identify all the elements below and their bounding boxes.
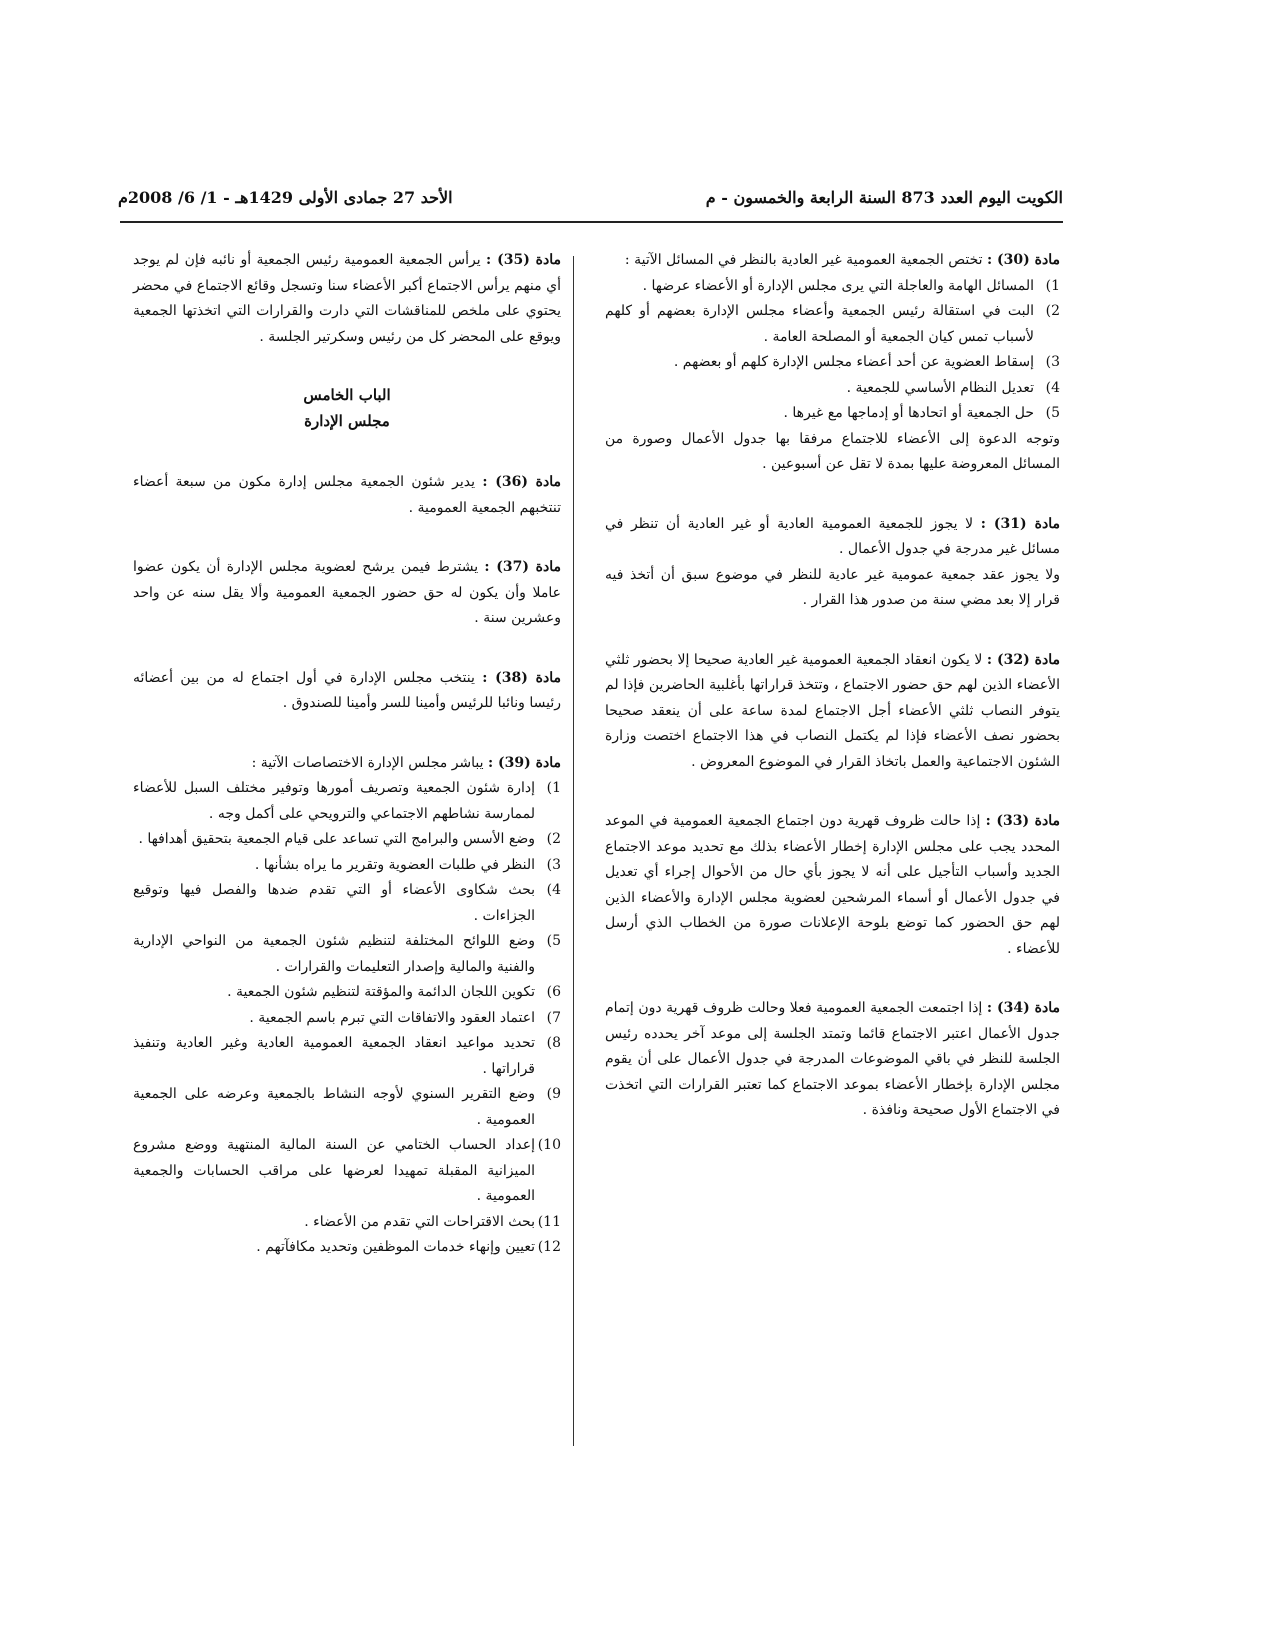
list-item <box>605 274 1060 300</box>
article-35-title: مادة (35) : <box>486 252 561 268</box>
article-39-title: مادة (39) : <box>488 754 561 771</box>
article-32 <box>605 648 1060 776</box>
article-32-title: مادة (32) : <box>986 651 1060 668</box>
article-30-intro-text: تختص الجمعية العمومية غير العادية بالنظر في المسائل الآتية : <box>624 252 983 268</box>
item-number: 1) <box>546 780 561 796</box>
item-number: 2) <box>1045 303 1060 319</box>
item-number: 10) <box>537 1137 561 1153</box>
item-text: إدارة شئون الجمعية وتصريف أمورها وتوفير مختلف السبل للأعضاء لممارسة نشاطهم الاجتماعي والترويحي على أكمل وجه . <box>133 780 535 822</box>
list-item <box>133 853 561 879</box>
item-text: إعداد الحساب الختامي عن السنة المالية المنتهية ووضع مشروع الميزانية المقبلة تمهيدا لعرضها على مراقب الحسابات والجمعية العمومية . <box>133 1137 535 1204</box>
article-31-title: مادة (31) : <box>980 515 1060 532</box>
right-column <box>605 248 1060 1158</box>
article-35 <box>133 248 561 350</box>
column-divider <box>573 256 574 1446</box>
article-38 <box>133 666 561 717</box>
article-36 <box>133 470 561 521</box>
article-37-title: مادة (37) : <box>484 559 561 575</box>
list-item <box>133 827 561 853</box>
list-item <box>133 1210 561 1236</box>
item-text: اعتماد العقود والاتفاقات التي تبرم باسم الجمعية . <box>249 1009 535 1026</box>
article-36-title: مادة (36) : <box>482 474 562 490</box>
item-number: 1) <box>1045 277 1060 294</box>
article-31-para-1 <box>605 512 1060 563</box>
article-39-intro-text: يباشر مجلس الإدارة الاختصاصات الآتية : <box>251 754 484 771</box>
chapter-subtitle: مجلس الإدارة <box>304 412 390 430</box>
article-34-text: إذا اجتمعت الجمعية العمومية فعلا وحالت ظروف قهرية دون إتمام جدول الأعمال اعتبر الاجتماع قائما وتمتد الجلسة إلى موعد آخر يحدده رئيس الجلسة للنظر في باقي الموضوعات المدرجة في جدول الأعمال على أن يقوم مجلس الإدارة بإخطار الأعضاء بموعد الاجتماع كما تعتبر القرارات التي اتخذت في الاجتماع الأول صحيحة ونافذة . <box>605 1000 1060 1118</box>
list-item <box>133 1133 561 1210</box>
header-issue-info: الكويت اليوم العدد 873 السنة الرابعة والخمسون - م <box>705 188 1063 207</box>
item-number: 8) <box>546 1035 561 1051</box>
article-31-text: لا يجوز للجمعية العمومية العادية أو غير العادية أن تنظر في مسائل غير مدرجة في جدول الأعمال . <box>605 515 1060 557</box>
item-number: 5) <box>546 933 561 949</box>
article-37-text: يشترط فيمن يرشح لعضوية مجلس الإدارة أن يكون عضوا عاملا وأن يكون له حق حضور الجمعية العمومية وألا يقل سنه عن واحد وعشرين سنة . <box>133 559 561 626</box>
item-number: 7) <box>546 1009 561 1026</box>
list-item <box>133 1031 561 1082</box>
item-number: 4) <box>546 882 561 898</box>
article-36-text: يدير شئون الجمعية مجلس إدارة مكون من سبعة أعضاء تنتخبهم الجمعية العمومية . <box>133 474 561 516</box>
list-item <box>605 401 1060 427</box>
article-39 <box>133 751 561 1261</box>
article-30-closing: وتوجه الدعوة إلى الأعضاء للاجتماع مرفقا بها جدول الأعمال وصورة من المسائل المعروضة عليها بمدة لا تقل عن أسبوعين . <box>605 430 1060 472</box>
item-text: تعديل النظام الأساسي للجمعية . <box>846 379 1034 396</box>
list-item <box>133 1082 561 1133</box>
item-text: البت في استقالة رئيس الجمعية وأعضاء مجلس الإدارة بعضهم أو كلهم لأسباب تمس كيان الجمعية أو المصلحة العامة . <box>605 303 1034 345</box>
item-number: 2) <box>546 831 561 847</box>
list-item <box>605 299 1060 350</box>
item-text: بحث الاقتراحات التي تقدم من الأعضاء . <box>304 1213 535 1230</box>
item-text: بحث شكاوى الأعضاء أو التي تقدم ضدها والفصل فيها وتوقيع الجزاءات . <box>133 882 535 924</box>
item-text: وضع اللوائح المختلفة لتنظيم شئون الجمعية من النواحي الإدارية والفنية والمالية وإصدار التعليمات والقرارات . <box>133 933 535 975</box>
list-item <box>133 929 561 980</box>
article-34 <box>605 996 1060 1124</box>
item-text: تعيين وإنهاء خدمات الموظفين وتحديد مكافآتهم . <box>256 1239 535 1255</box>
left-column <box>133 248 561 1295</box>
item-text: حل الجمعية أو اتحادها أو إدماجها مع غيرها . <box>783 405 1034 421</box>
chapter-title: الباب الخامس <box>303 386 391 404</box>
item-number: 3) <box>546 856 561 873</box>
article-35-text: يرأس الجمعية العمومية رئيس الجمعية أو نائبه فإن لم يوجد أي منهم يرأس الاجتماع أكبر الأعضاء سنا وتسجل وقائع الاجتماع في محضر يحتوي على ملخص للمناقشات التي دارت والقرارات التي اتخذتها الجمعية ويوقع على المحضر كل من رئيس وسكرتير الجلسة . <box>133 252 561 345</box>
article-33-title: مادة (33) : <box>985 813 1061 829</box>
item-text: النظر في طلبات العضوية وتقرير ما يراه بشأنها . <box>254 856 535 873</box>
article-39-intro <box>133 751 561 777</box>
article-33-text: إذا حالت ظروف قهرية دون اجتماع الجمعية العمومية في الموعد المحدد يجب على مجلس الإدارة إخطار الأعضاء بذلك مع تحديد موعد الاجتماع الجديد وأسباب التأجيل على أنه لا يجوز بأي حال من الأحوال إجراء أي تعديل في جدول الأعمال أو أسماء المرشحين لعضوية مجلس الإدارة والأعضاء الذين لهم حق الحضور كما توضع بلوحة الإعلانات صورة من الخطاب الذي أرسل للأعضاء . <box>605 813 1060 957</box>
item-number: 9) <box>546 1086 561 1102</box>
article-38-text: ينتخب مجلس الإدارة في أول اجتماع له من بين أعضائه رئيسا ونائبا للرئيس وأمينا للسر وأمينا للصندوق . <box>133 669 561 711</box>
list-item <box>605 376 1060 402</box>
item-number: 11) <box>537 1213 561 1230</box>
item-text: وضع الأسس والبرامج التي تساعد على قيام الجمعية بتحقيق أهدافها . <box>138 831 535 847</box>
item-number: 12) <box>537 1239 561 1255</box>
article-31 <box>605 512 1060 614</box>
article-32-text: لا يكون انعقاد الجمعية العمومية غير العادية صحيحا إلا بحضور ثلثي الأعضاء الذين لهم حق حضور الاجتماع ، وتتخذ قراراتها بأغلبية الحاضرين فإذا لم يتوفر النصاب ثلثي الأعضاء أجل الاجتماع لمدة ساعة على أن ينعقد صحيحا بحضور نصف الأعضاء فإذا لم يكتمل النصاب في هذا الاجتماع اختصت وزارة الشئون الاجتماعية والعمل باتخاذ القرار في الموضوع المعروض . <box>605 651 1060 770</box>
article-30-intro <box>605 248 1060 274</box>
list-item <box>133 878 561 929</box>
item-text: تحديد مواعيد انعقاد الجمعية العمومية العادية وغير العادية وتنفيذ قراراتها . <box>133 1035 535 1077</box>
item-text: تكوين اللجان الدائمة والمؤقتة لتنظيم شئون الجمعية . <box>227 984 535 1000</box>
article-34-title: مادة (34) : <box>986 1000 1060 1016</box>
item-text: المسائل الهامة والعاجلة التي يرى مجلس الإدارة أو الأعضاء عرضها . <box>642 277 1034 294</box>
article-30 <box>605 248 1060 478</box>
item-number: 3) <box>1045 354 1060 370</box>
article-31-para-2: ولا يجوز عقد جمعية عمومية غير عادية للنظر في موضوع سبق أن أتخذ فيه قرار إلا بعد مضي سنة من صدور هذا القرار . <box>605 566 1060 608</box>
header-rule <box>120 221 1063 223</box>
list-item <box>133 776 561 827</box>
item-number: 6) <box>546 984 561 1000</box>
section-heading <box>133 382 561 434</box>
item-number: 5) <box>1045 405 1060 421</box>
list-item <box>133 1235 561 1261</box>
item-text: إسقاط العضوية عن أحد أعضاء مجلس الإدارة كلهم أو بعضهم . <box>673 354 1034 370</box>
article-33 <box>605 809 1060 962</box>
list-item <box>605 350 1060 376</box>
header-date: الأحد 27 جمادى الأولى 1429هـ - 1/ 6/ 2008م <box>118 188 453 207</box>
article-38-title: مادة (38) : <box>482 669 561 686</box>
list-item <box>133 1006 561 1032</box>
item-number: 4) <box>1045 379 1060 396</box>
article-30-title: مادة (30) : <box>987 252 1060 268</box>
item-text: وضع التقرير السنوي لأوجه النشاط بالجمعية وعرضه على الجمعية العمومية . <box>133 1086 535 1128</box>
article-37 <box>133 555 561 632</box>
list-item <box>133 980 561 1006</box>
